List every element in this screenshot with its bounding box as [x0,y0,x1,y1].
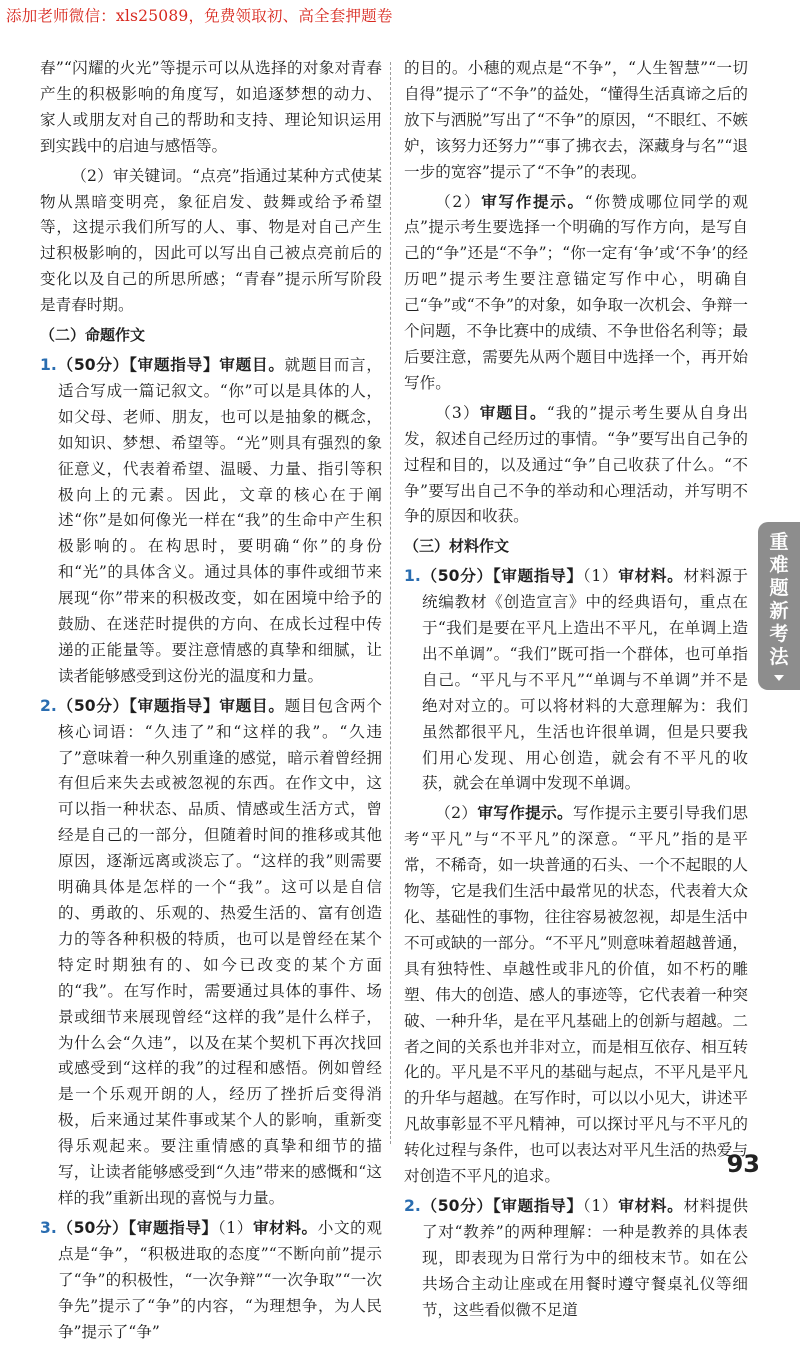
item-subhead: 审材料。 [618,567,684,586]
item-lead: （50分）【审题指导】 [420,1196,583,1215]
item-text: 小文的观点是“争”，“积极进取的态度”“不断向前”提示了“争”的积极性，“一次争辩”“一次争取”“一次争先”提示了“争”的内容，“为理想争，为人民争”提示了“争” [57,1218,382,1341]
side-tab-char: 法 [769,646,789,668]
triangle-down-icon [774,675,784,681]
item-text: 就题目而言，适合写成一篇记叙文。“你”可以是具体的人，如父母、老师、朋友，也可以是抽象的概念，如知识、梦想、希望等。“光”则具有强烈的象征意义，代表着希望、温暖、力量、指引等积极向上的元素。因此，文章的核心在于阐述“你”是如何像光一样在“我”的生命中产生积极影响的。在构思时，要明确“你”的身份和“光”的具体含义。通过具体的事件或细节来展现“你”带来的积极改变，如在困境中给予的鼓励、在迷茫时提供的方向、在成长过程中传递的正能量等。要注意情感的真挚和细腻，让读者能够感受到这份光的温度和力量。 [57,355,382,685]
paragraph: 春”“闪耀的火光”等提示可以从选择的对象对青春产生的积极影响的角度写，如追逐梦想的动力、家人或朋友对自己的帮助和支持、理论知识运用到实践中的启迪与感悟等。 [40,59,382,155]
paragraph-text: 写作提示主要引导我们思考“平凡”与“不平凡”的深意。“平凡”指的是平常，不稀奇，如一块普通的石头、一个不起眼的人物等，它是我们生活中最常见的状态，代表着大众化、基础性的事物，往往容易被忽视，却是生活中不可或缺的一部分。“不平凡”则意味着超越普通，具有独特性、卓越性或非凡的价值，如不朽的雕塑、伟大的创造、感人的事迹等，它代表着一种突破、一种升华，是在平凡基础上的创新与超越。二者之间的关系也并非对立，而是相互依存、相互转化的。平凡是不平凡的基础与起点，不平凡是平凡的升华与超越。在写作时，可以以小见大，讲述平凡故事彰显不平凡精神，可以探讨平凡与不平凡的转化过程与条件，也可以表达对平凡生活的热爱与对创造不平凡的追求。 [404,804,748,1186]
side-tab-char: 新 [769,600,789,622]
item-lead: （50分）【审题指导】审题目。 [56,696,285,715]
item-lead: （50分）【审题指导】 [56,1218,218,1237]
answer-item [40,1216,382,1346]
column-divider [390,62,391,1144]
item-sub: （1） [582,567,619,586]
item-subhead: 审材料。 [252,1218,318,1237]
item-text: 材料提供了对“教养”的两种理解：一种是教养的具体表现，即表现为日常行为中的细枝末节。如在公共场合主动让座或在用餐时遵守餐桌礼仪等细节，这些看似微不足道 [421,1196,748,1319]
item-number: 1. [404,567,421,586]
paragraph-text: “我的”提示考生要从自身出发，叙述自己经历过的事情。“争”要写出自己争的过程和目的，以及通过“争”自己收获了什么。“不争”要写出自己不争的举动和心理活动，并写明不争的原因和收获。 [404,403,748,526]
answer-item [404,1194,748,1324]
section-heading: （二）命题作文 [40,326,146,345]
paragraph [404,190,748,397]
answer-item [40,353,382,690]
item-lead: （50分）【审题指导】审题目。 [56,355,285,374]
item-number: 1. [40,355,57,374]
chapter-side-tab [758,522,800,690]
item-subhead: 审材料。 [618,1196,684,1215]
right-column [404,56,748,1328]
sub-heading: 审写作提示。 [481,192,585,211]
section-heading: （三）材料作文 [404,537,510,556]
item-number: 2. [40,696,57,715]
side-tab-label [769,531,788,669]
side-tab-char: 重 [769,531,789,553]
paragraph: （2）审关键词。“点亮”指通过某种方式使某物从黑暗变明亮，象征启发、鼓舞或给予希望等，这提示我们所写的人、事、物是对自己产生过积极影响的，因此可以写出自己被点亮前后的变化以及自己的所思所感；“青春”提示所写阶段是青春时期。 [40,166,382,315]
paragraph [404,401,748,531]
side-tab-char: 考 [769,623,789,645]
item-text: 题目包含两个核心词语：“久违了”和“这样的我”。“久违了”意味着一种久别重逢的感觉，暗示着曾经拥有但后来失去或被忽视的东西。在作文中，这可以指一种状态、品质、情感或生活方式，曾经是自己的一部分，但随着时间的推移或其他原因，逐渐远离或淡忘了。“这样的我”则需要明确具体是怎样的一个“我”。这可以是自信的、勇敢的、乐观的、热爱生活的、富有创造力的等各种积极的特质，也可以是曾经在某个特定时期独有的、如今已改变的某个方面的“我”。在写作时，需要通过具体的事件、场景或细节来展现曾经“这样的我”是什么样子，为什么会“久违”，以及在某个契机下再次找回或感受到“这样的我”的过程和感悟。例如曾经是一个乐观开朗的人，经历了挫折后变得消极，后来通过某件事或某个人的影响，重新变得乐观起来。要注重情感的真挚和细节的描写，让读者能够感受到“久违”带来的感慨和“这样的我”重新出现的喜悦与力量。 [57,696,382,1207]
paragraph-text: “你赞成哪位同学的观点”提示考生要选择一个明确的写作方向，是写自己的“争”还是“不争”；“你一定有‘争’或‘不争’的经历吧”提示考生要注意锚定写作中心，明确自己“争”或“不争”的对象，如争取一次机会、争辩一个问题，不争比赛中的成绩、不争世俗名利等；最后要注意，需要先从两个题目中选择一个，再开始写作。 [404,192,748,392]
sub-heading: 审题目。 [479,403,547,422]
item-number: 3. [40,1218,57,1237]
sub-number: （3） [435,403,480,422]
item-sub: （1） [582,1196,619,1215]
sub-number: （2） [435,192,482,211]
page-number: 93 [726,1150,760,1178]
sub-number: （2） [435,804,478,823]
watermark-text: 添加老师微信：xls25089，免费领取初、高全套押题卷 [6,7,393,25]
answer-item [40,694,382,1212]
answer-item [404,564,748,797]
sub-heading: 审写作提示。 [477,804,573,823]
item-sub: （1） [217,1218,253,1237]
left-column [40,56,382,1349]
item-number: 2. [404,1196,421,1215]
side-tab-char: 难 [769,554,789,576]
item-text: 材料源于统编教材《创造宣言》中的经典语句，重点在于“我们是要在平凡上造出不平凡，在单调上造出不单调”。“我们”既可指一个群体，也可单指自己。“平凡与不平凡”“单调与不单调”并不是绝对对立的。可以将材料的大意理解为：我们虽然都很平凡，生活也许很单调，但是只要我们用心发现、用心创造，就会有不平凡的收获，就会在单调中发现不单调。 [421,567,748,793]
paragraph: 的目的。小穗的观点是“不争”，“人生智慧”“一切自得”提示了“不争”的益处，“懂得生活真谛之后的放下与洒脱”写出了“不争”的原因，“不眼红、不嫉妒，该努力还努力”“事了拂衣去，深藏身与名”“退一步的宽容”提示了“不争”的表现。 [404,59,748,181]
side-tab-char: 题 [769,577,789,599]
paragraph [404,801,748,1190]
item-lead: （50分）【审题指导】 [420,567,583,586]
